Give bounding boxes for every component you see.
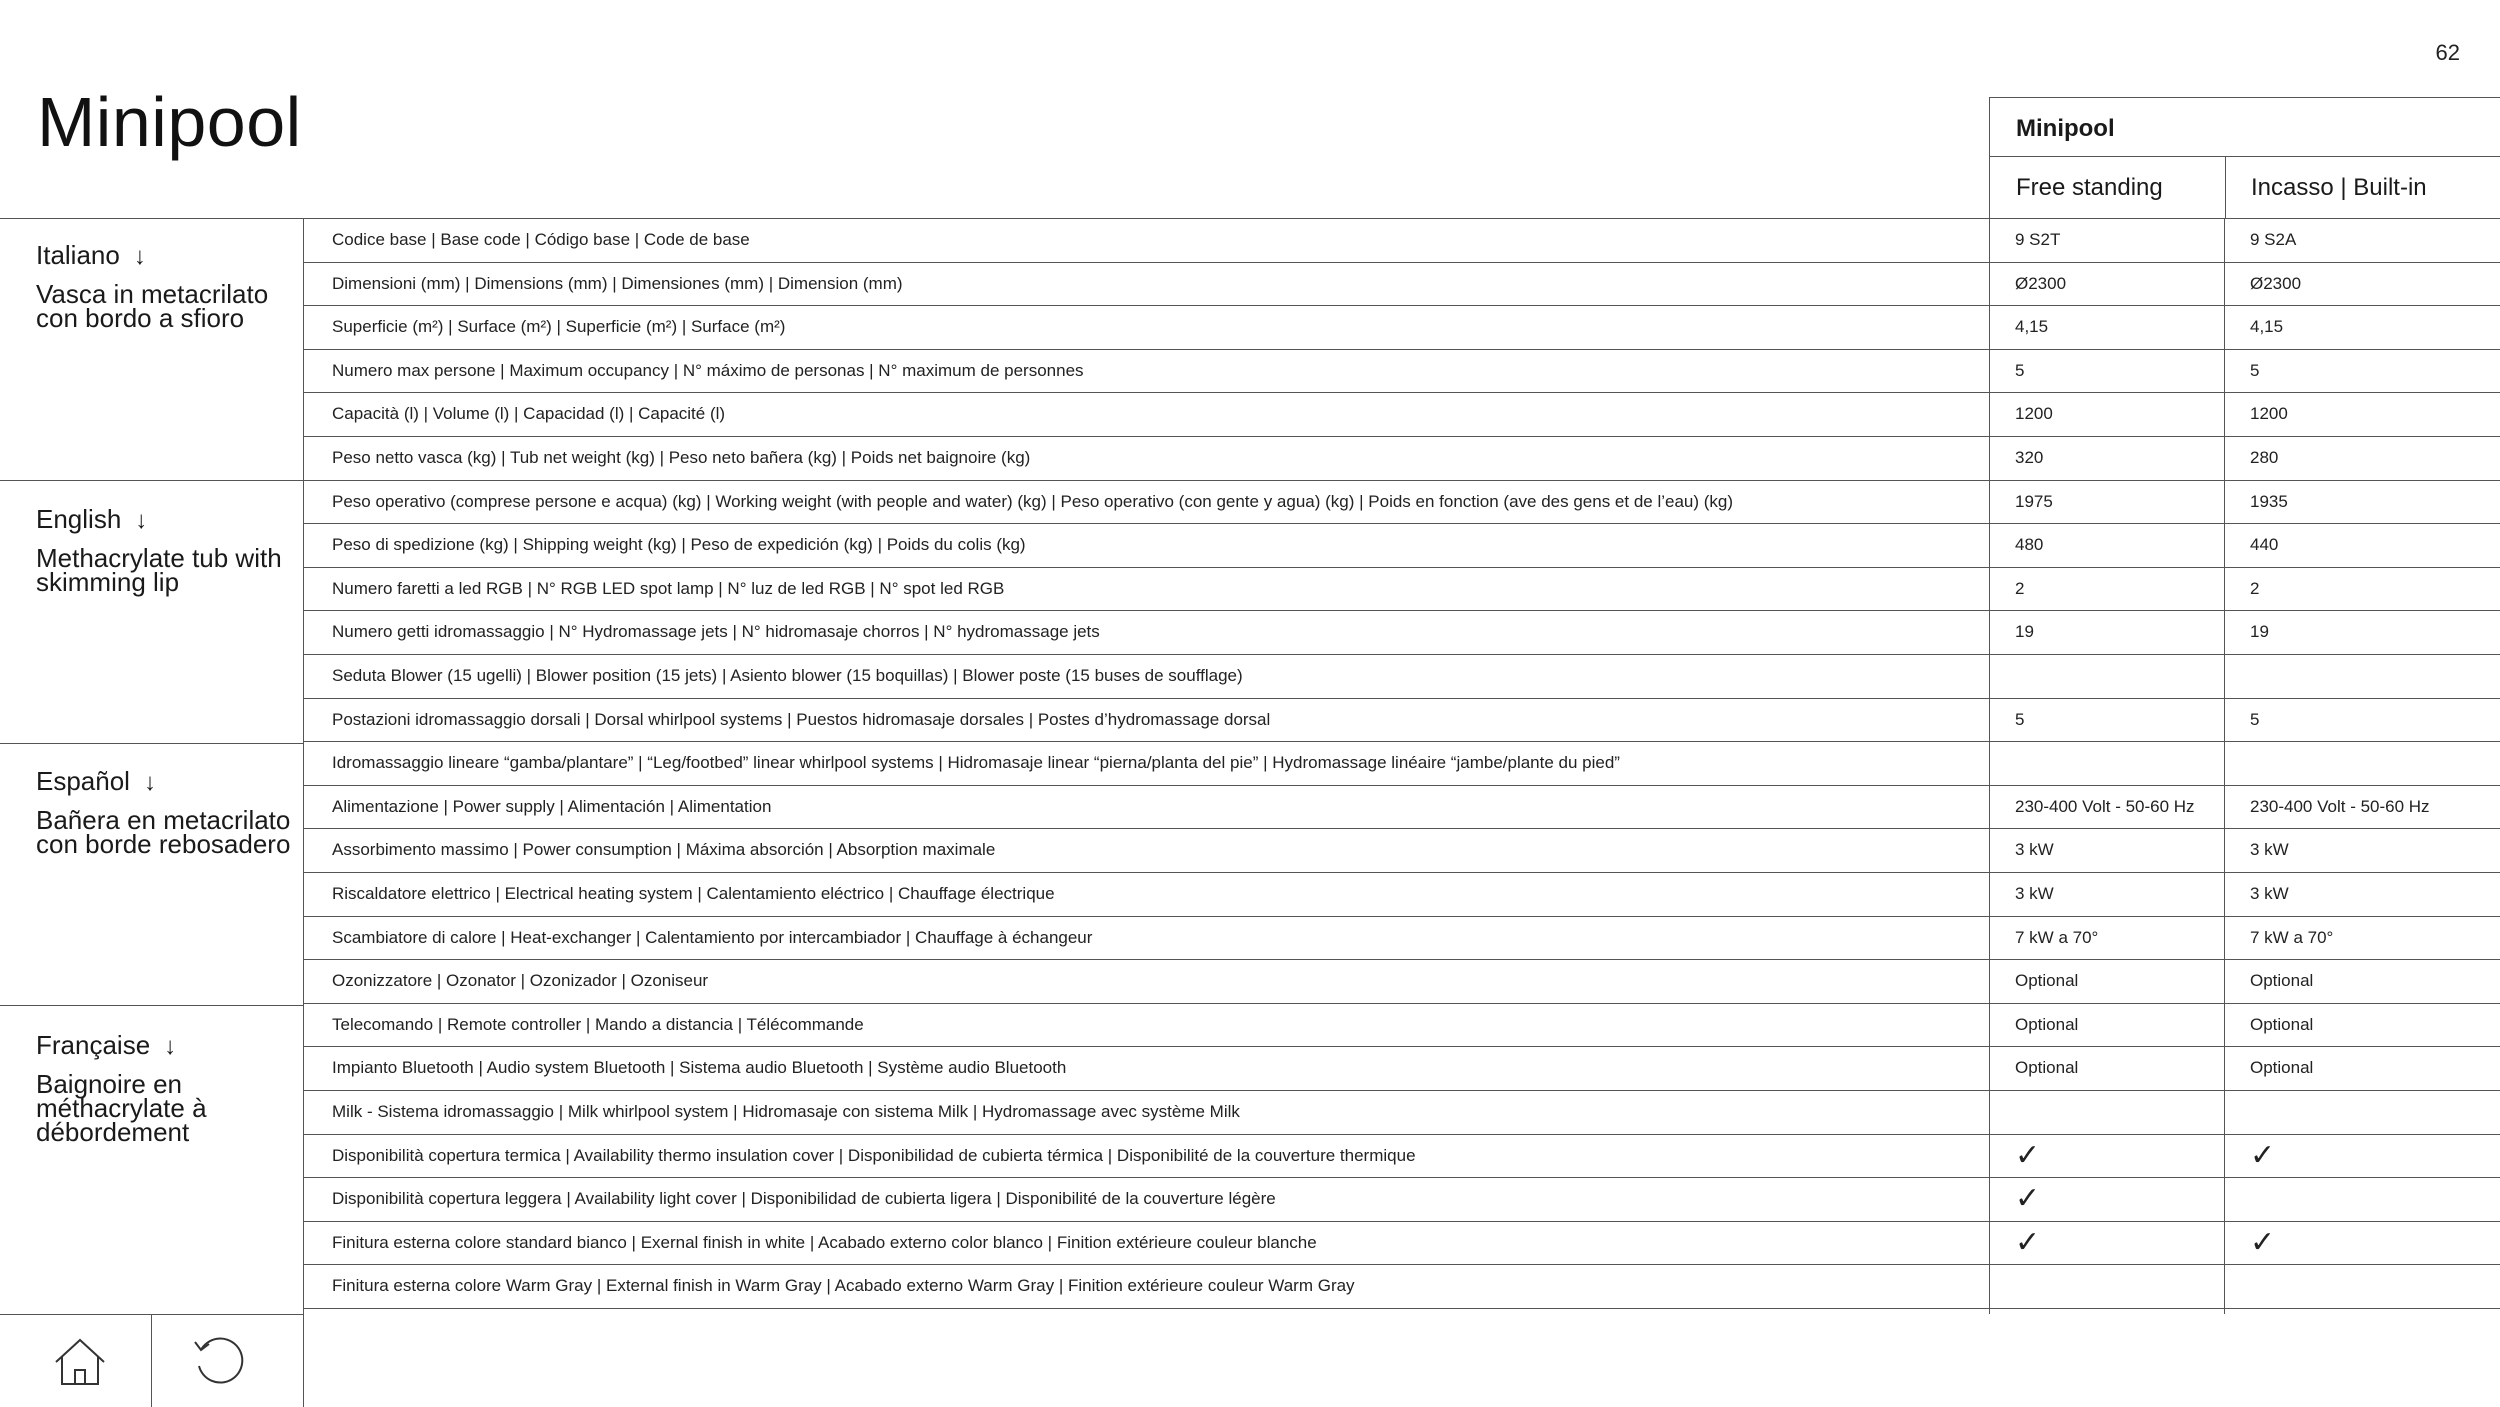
home-icon [50,1334,110,1390]
language-description: Methacrylate tub with skimming lip [36,543,282,597]
page-title: Minipool [37,83,302,161]
table-row [304,611,2500,655]
arrow-down-icon: ↓ [135,507,148,534]
table-row [304,1178,2500,1222]
value-built-in: 280 [2250,448,2279,467]
table-row [304,350,2500,394]
value-built-in: 440 [2250,535,2279,555]
language-description: Bañera en metacrilato con borde rebosadero [36,805,291,859]
value-free-standing: 480 [2015,535,2044,555]
row-label: Assorbimento massimo | Power consumption | Máxima absorción | Absorption maximale [332,840,996,860]
value-built-in: 3 kW [2250,840,2289,860]
row-label: Numero faretti a led RGB | N° RGB LED spot lamp | N° luz de led RGB | N° spot led RGB [332,578,1005,598]
table-row [304,1047,2500,1091]
table-row [304,829,2500,873]
value-free-standing: ✓ [2015,1225,2041,1259]
value-free-standing: ✓ [2015,1138,2041,1172]
value-free-standing: 3 kW [2015,884,2054,903]
row-label: Telecomando | Remote controller | Mando a distancia | Télécommande [332,1014,864,1034]
row-label: Finitura esterna colore Warm Gray | External finish in Warm Gray | Acabado externo Warm Gray | Finition extérieure couleur Warm Gray [332,1276,1355,1296]
table-row [304,1091,2500,1135]
row-label: Disponibilità copertura leggera | Availability light cover | Disponibilidad de cubierta ligera | Disponibilité de la couverture légère [332,1189,1276,1209]
home-button[interactable] [50,1334,110,1390]
value-built-in: 4,15 [2250,317,2284,337]
value-free-standing: 3 kW [2015,840,2054,860]
row-label: Riscaldatore elettrico | Electrical heating system | Calentamiento eléctrico | Chauffage électrique [332,884,1055,903]
language-description: Vasca in metacrilato con bordo a sfioro [36,279,269,333]
table-row [304,917,2500,961]
value-free-standing: 9 S2T [2015,230,2061,249]
value-built-in: 1935 [2250,491,2288,511]
value-built-in: ✓ [2250,1138,2276,1172]
value-built-in: ✓ [2250,1225,2276,1259]
table-row [304,524,2500,568]
table-row [304,481,2500,525]
value-built-in: 19 [2250,622,2269,642]
table-row [304,1222,2500,1266]
arrow-down-icon: ↓ [164,1033,177,1060]
table-row [304,655,2500,699]
table-row [304,263,2500,307]
row-label: Numero getti idromassaggio | N° Hydromassage jets | N° hidromasaje chorros | N° hydromassage jets [332,622,1100,642]
table-row [304,786,2500,830]
value-free-standing: Optional [2015,971,2079,991]
value-free-standing: Optional [2015,1058,2079,1078]
value-built-in: Optional [2250,1058,2314,1078]
value-built-in: 1200 [2250,404,2288,424]
value-free-standing: 230-400 Volt - 50-60 Hz [2015,796,2195,816]
value-built-in: 5 [2250,709,2260,729]
row-label: Seduta Blower (15 ugelli) | Blower position (15 jets) | Asiento blower (15 boquillas) | Blower poste (15 buses de soufflage) [332,666,1243,685]
table-row [304,960,2500,1004]
language-name[interactable]: English ↓ [36,504,148,534]
table-row [304,568,2500,612]
row-label: Alimentazione | Power supply | Alimentación | Alimentation [332,796,772,816]
model-name: Minipool [2016,115,2115,142]
arrow-down-icon: ↓ [133,243,146,270]
value-built-in: Optional [2250,1014,2314,1034]
row-label: Numero max persone | Maximum occupancy | N° máximo de personas | N° maximum de personnes [332,360,1084,380]
language-description: Baignoire en méthacrylate à débordement [36,1069,207,1147]
row-label: Scambiatore di calore | Heat-exchanger | Calentamiento por intercambiador | Chauffage à échangeur [332,927,1093,947]
value-free-standing: 2 [2015,578,2025,598]
row-label: Disponibilità copertura termica | Availability thermo insulation cover | Disponibilidad de cubierta térmica | Disponibilité de la couverture thermique [332,1145,1416,1165]
column-header-built-in: Incasso | Built-in [2251,174,2427,201]
table-row [304,742,2500,786]
value-built-in: 9 S2A [2250,230,2297,249]
table-row [304,1265,2500,1309]
value-built-in: Ø2300 [2250,273,2302,293]
row-label: Postazioni idromassaggio dorsali | Dorsal whirlpool systems | Puestos hidromasaje dorsales | Postes d’hydromassage dorsal [332,709,1271,729]
value-free-standing: Optional [2015,1014,2079,1034]
value-built-in: 3 kW [2250,884,2289,903]
row-label: Codice base | Base code | Código base | Code de base [332,230,750,249]
table-row [304,219,2500,263]
value-free-standing: 7 kW a 70° [2015,927,2099,947]
value-built-in: 7 kW a 70° [2250,927,2334,947]
refresh-button[interactable] [187,1330,251,1394]
table-row [304,393,2500,437]
table-row [304,873,2500,917]
row-label: Ozonizzatore | Ozonator | Ozonizador | Ozoniseur [332,971,709,991]
value-free-standing: 5 [2015,360,2025,380]
row-label: Peso netto vasca (kg) | Tub net weight (kg) | Peso neto bañera (kg) | Poids net baignoire (kg) [332,448,1031,467]
row-label: Dimensioni (mm) | Dimensions (mm) | Dimensiones (mm) | Dimension (mm) [332,273,903,293]
row-label: Idromassaggio lineare “gamba/plantare” | “Leg/footbed” linear whirlpool systems | Hidromasaje linear “pierna/planta del pie” | Hydromassage linéaire “jambe/plante du pied” [332,753,1620,773]
arrow-down-icon: ↓ [143,769,156,796]
language-name[interactable]: Italiano ↓ [36,240,146,270]
value-free-standing: 5 [2015,709,2025,729]
row-label: Peso operativo (comprese persone e acqua) (kg) | Working weight (with people and water) (kg) | Peso operativo (con gente y agua) (kg) | Poids en fonction (ave des gens et de l’eau) (kg) [332,491,1734,511]
row-label: Milk - Sistema idromassaggio | Milk whirlpool system | Hidromasaje con sistema Milk | Hydromassage avec système Milk [332,1102,1240,1121]
row-label: Capacità (l) | Volume (l) | Capacidad (l) | Capacité (l) [332,404,726,424]
value-free-standing: 1975 [2015,491,2053,511]
value-free-standing: 1200 [2015,404,2053,424]
value-free-standing: 19 [2015,622,2034,642]
value-built-in: 5 [2250,360,2260,380]
column-header-free-standing: Free standing [2016,174,2163,201]
value-built-in: Optional [2250,971,2314,991]
row-label: Peso di spedizione (kg) | Shipping weight (kg) | Peso de expedición (kg) | Poids du colis (kg) [332,535,1026,555]
value-free-standing: 4,15 [2015,317,2049,337]
value-free-standing: 320 [2015,448,2044,467]
language-name[interactable]: Française ↓ [36,1030,177,1060]
value-free-standing: Ø2300 [2015,273,2067,293]
table-row [304,699,2500,743]
page-number: 62 [2435,40,2460,65]
row-label: Impianto Bluetooth | Audio system Bluetooth | Sistema audio Bluetooth | Système audio Bluetooth [332,1058,1067,1078]
value-free-standing: ✓ [2015,1182,2041,1216]
table-row [304,306,2500,350]
row-label: Superficie (m²) | Surface (m²) | Superficie (m²) | Surface (m²) [332,317,786,337]
language-name[interactable]: Español ↓ [36,766,156,796]
value-built-in: 2 [2250,578,2260,598]
row-label: Finitura esterna colore standard bianco | Exernal finish in white | Acabado externo color blanco | Finition extérieure couleur blanche [332,1232,1317,1252]
refresh-icon [187,1330,251,1394]
table-row [304,1135,2500,1179]
value-built-in: 230-400 Volt - 50-60 Hz [2250,796,2430,816]
table-row [304,437,2500,481]
table-row [304,1004,2500,1048]
model-header [1989,97,2500,218]
